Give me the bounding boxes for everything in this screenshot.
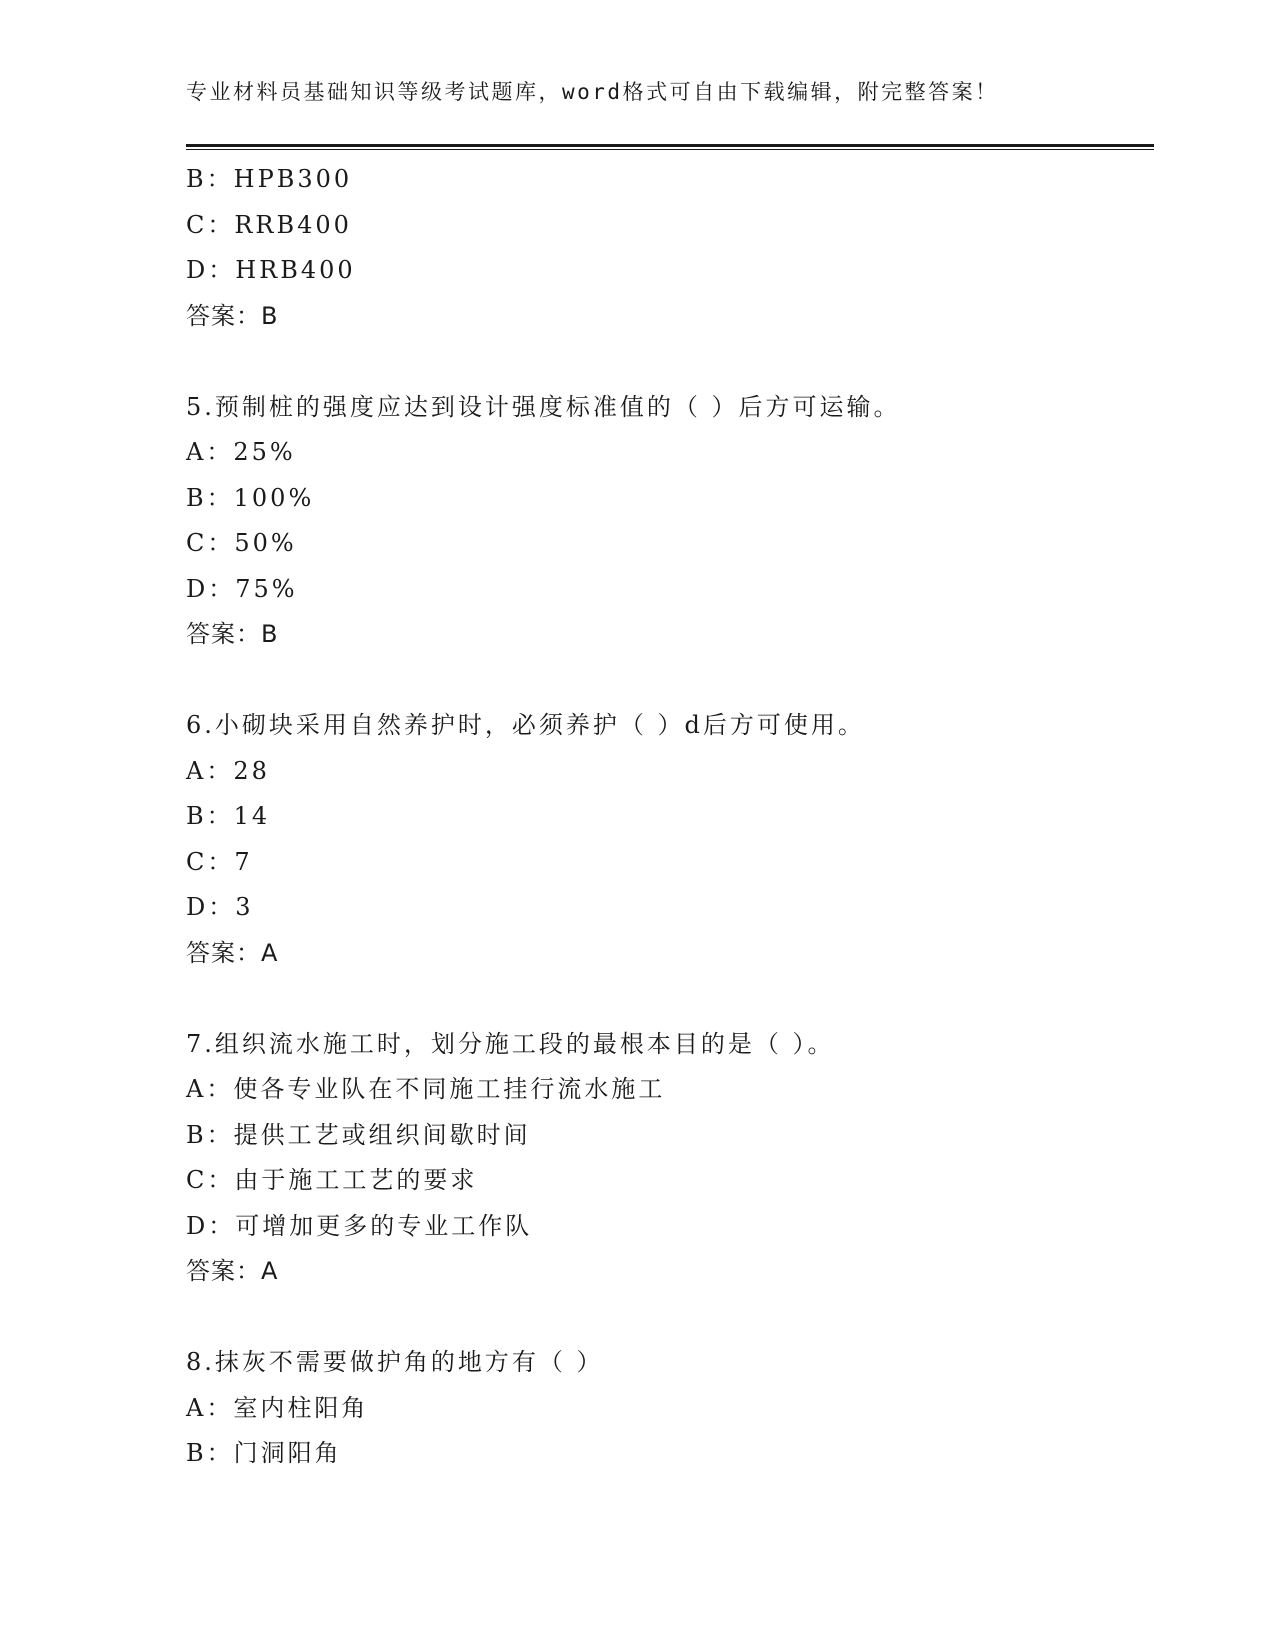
option-d: D：75% — [186, 574, 298, 603]
option-a: A：25% — [186, 438, 296, 466]
option-b: B：14 — [186, 802, 271, 830]
option-b: B：提供工艺或组织间歇时间 — [186, 1120, 531, 1149]
question-5: 5.预制桩的强度应达到设计强度标准值的（ ）后方可运输。 — [186, 392, 901, 421]
option-b: B：100% — [186, 483, 315, 512]
question-8: 8.抹灰不需要做护角的地方有（ ） — [186, 1348, 604, 1376]
option-b: B：门洞阳角 — [186, 1439, 342, 1467]
question-7: 7.组织流水施工时，划分施工段的最根本目的是（ ）。 — [186, 1029, 835, 1058]
spacer — [186, 1295, 1154, 1341]
option-a: A：室内柱阳角 — [186, 1393, 369, 1422]
question-list — [186, 157, 1154, 1477]
option-c: C：RRB400 — [186, 210, 352, 239]
answer: 答案：A — [186, 1257, 279, 1285]
option-b: B：HPB300 — [186, 165, 353, 193]
page-header: 专业材料员基础知识等级考试题库，word格式可自由下载编辑，附完整答案！ — [186, 80, 999, 104]
spacer — [186, 339, 1154, 385]
option-d: D：可增加更多的专业工作队 — [186, 1211, 533, 1240]
option-d: D：HRB400 — [186, 256, 356, 284]
option-d: D：3 — [186, 893, 254, 921]
option-a: A：28 — [186, 756, 270, 785]
option-c: C：由于施工工艺的要求 — [186, 1166, 478, 1194]
answer: 答案：B — [186, 301, 279, 330]
spacer — [186, 658, 1154, 704]
option-a: A：使各专业队在不同施工挂行流水施工 — [186, 1075, 666, 1103]
question-6: 6.小砌块采用自然养护时，必须养护（ ）d后方可使用。 — [186, 711, 865, 739]
option-c: C：7 — [186, 847, 253, 876]
option-c: C：50% — [186, 529, 297, 557]
header-rule-thick — [186, 144, 1154, 147]
answer: 答案：B — [186, 620, 279, 648]
header-rule-thin — [186, 149, 1154, 150]
answer: 答案：A — [186, 938, 279, 967]
spacer — [186, 976, 1154, 1022]
